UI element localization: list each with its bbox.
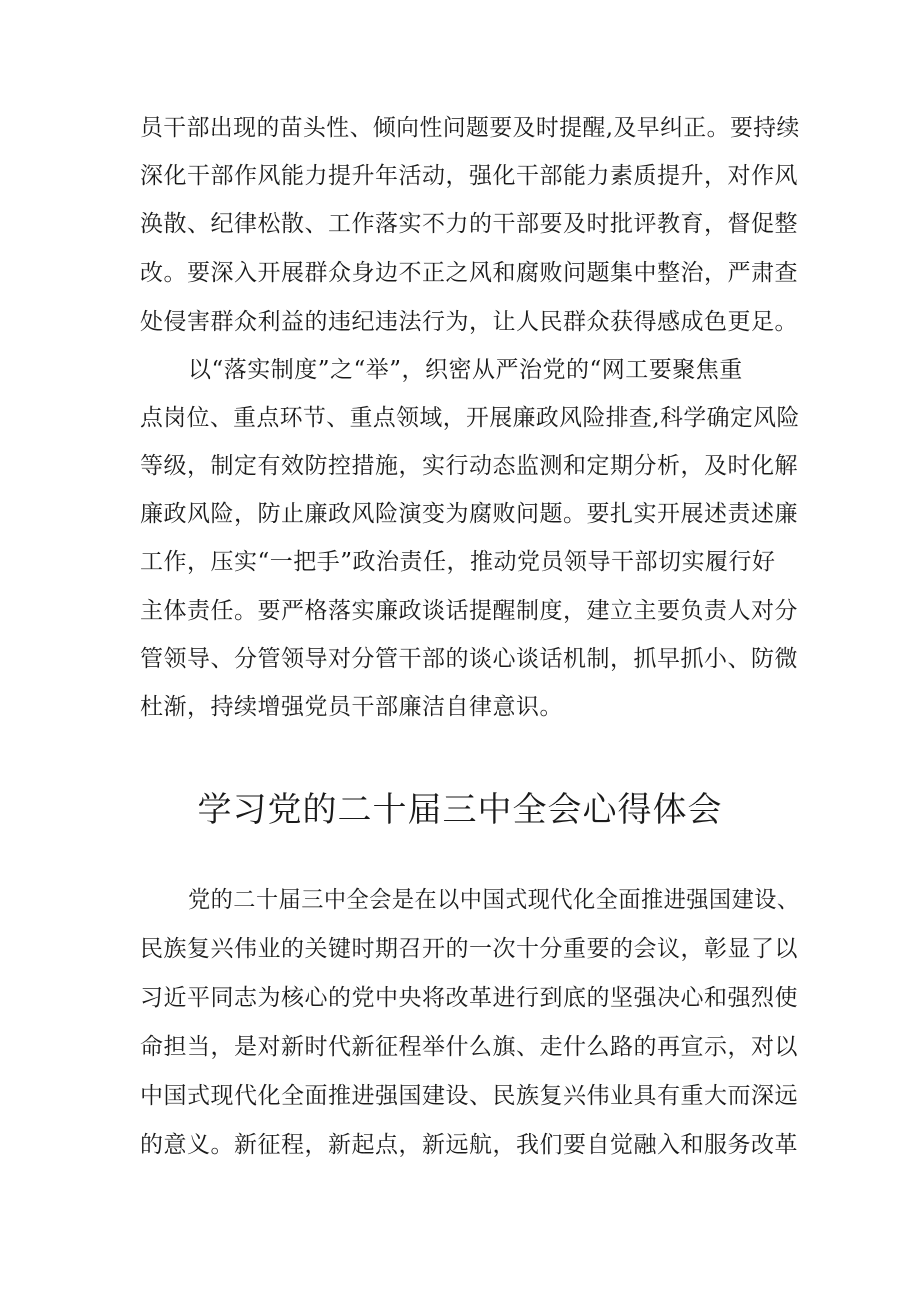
paragraph1-line-2: 深化干部作风能力提升年活动，强化干部能力素质提升，对作风 — [140, 163, 798, 189]
paragraph3-line-2: 民族复兴伟业的关键时期召开的一次十分重要的会议，彰显了以 — [140, 936, 798, 962]
paragraph1-line-4: 改。要深入开展群众身边不正之风和腐败问题集中整治，严肃查 — [140, 260, 798, 286]
paragraph3-line-6: 的意义。新征程，新起点，新远航，我们要自觉融入和服务改革 — [140, 1132, 798, 1158]
paragraph3-line-5: 中国式现代化全面推进强国建设、民族复兴伟业具有重大而深远 — [140, 1083, 798, 1109]
paragraph2-line-8: 杜渐，持续增强党员干部廉洁自律意识。 — [140, 694, 563, 720]
paragraph2-line-2: 点岗位、重点环节、重点领域，开展廉政风险排查,科学确定风险 — [140, 405, 800, 431]
paragraph2-line-4: 廉政风险，防止廉政风险演变为腐败问题。要扎实开展述责述廉 — [140, 501, 798, 527]
paragraph2-line-6: 主体责任。要严格落实廉政谈话提醒制度，建立主要负责人对分 — [140, 598, 798, 624]
paragraph1-line-5: 处侵害群众利益的违纪违法行为，让人民群众获得感成色更足。 — [140, 309, 798, 335]
paragraph3-line-1: 党的二十届三中全会是在以中国式现代化全面推进强国建设、 — [188, 887, 800, 913]
paragraph2-line-1: 以“落实制度”之“举”，织密从严治党的“网工要聚焦重 — [188, 357, 743, 383]
paragraph2-line-5: 工作，压实“一把手”政治责任，推动党员领导干部切实履行好 — [140, 549, 776, 575]
section-title: 学习党的二十届三中全会心得体会 — [197, 790, 723, 830]
paragraph1-line-1: 员干部出现的苗头性、倾向性问题要及时提醒,及早纠正。要持续 — [140, 115, 800, 141]
paragraph2-line-3: 等级，制定有效防控措施，实行动态监测和定期分析，及时化解 — [140, 453, 798, 479]
paragraph3-line-3: 习近平同志为核心的党中央将改革进行到底的坚强决心和强烈使 — [140, 985, 798, 1011]
paragraph3-line-4: 命担当，是对新时代新征程举什么旗、走什么路的再宣示，对以 — [140, 1034, 798, 1060]
paragraph2-line-7: 管领导、分管领导对分管干部的谈心谈话机制，抓早抓小、防微 — [140, 646, 798, 672]
paragraph1-line-3: 涣散、纪律松散、工作落实不力的干部要及时批评教育，督促整 — [140, 211, 798, 237]
